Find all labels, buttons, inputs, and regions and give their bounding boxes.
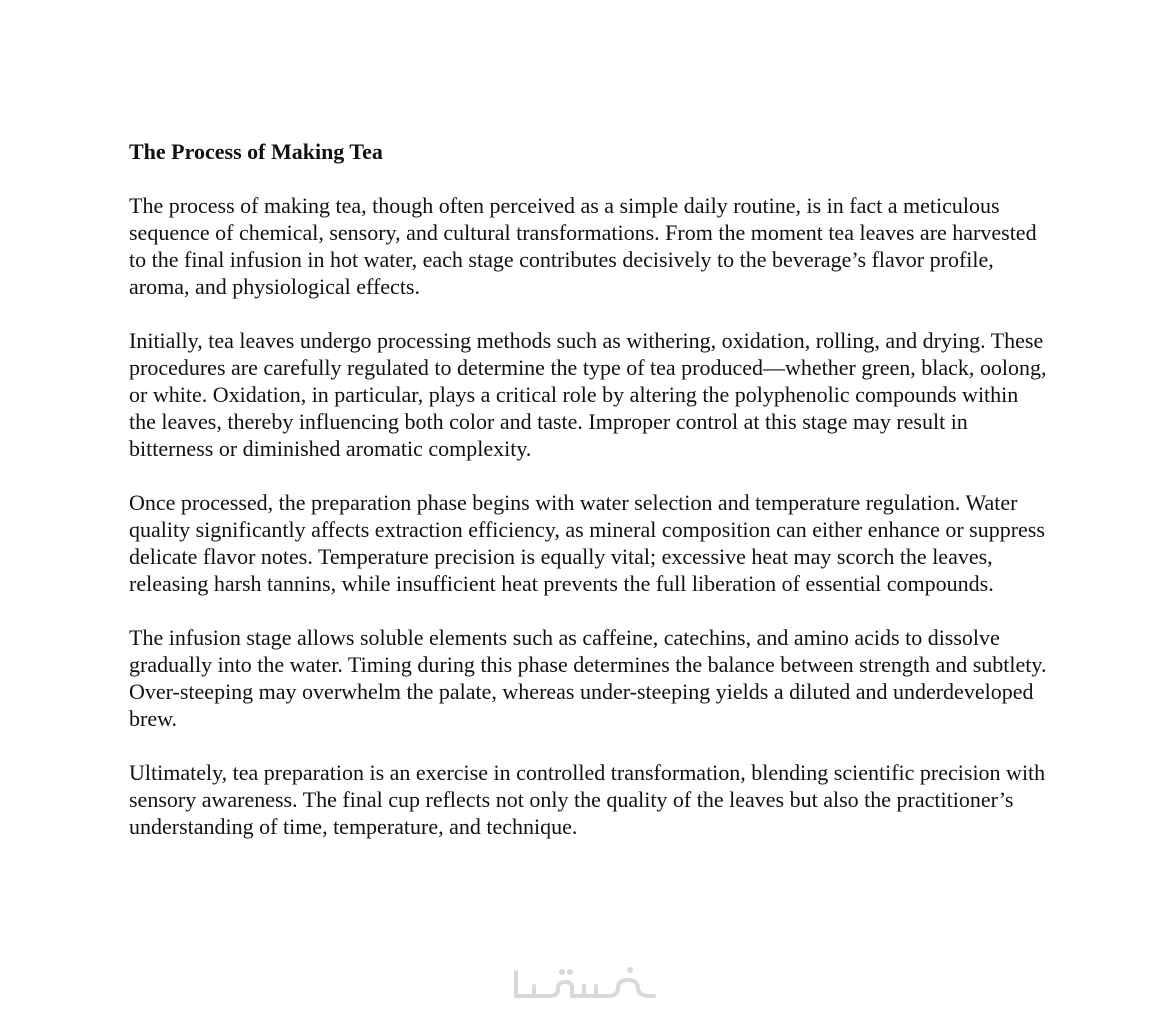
document-title: The Process of Making Tea — [129, 139, 383, 164]
paragraph-5: Ultimately, tea preparation is an exercise in controlled transformation, blending scientific precision with sensory awareness. The final cup reflects not only the quality of the leaves but also the practitioner’s understanding of time, temperature, and technique. — [129, 760, 1046, 839]
watermark-logo-icon — [510, 958, 660, 1008]
document-page — [129, 138, 1049, 867]
watermark-logo — [510, 958, 660, 1008]
paragraph-2: Initially, tea leaves undergo processing methods such as withering, oxidation, rolling, and drying. These procedures are carefully regulated to determine the type of tea produced—whether green, black, oolong, or white. Oxidation, in particular, plays a critical role by altering the polyphenolic compounds within the leaves, thereby influencing both color and taste. Improper control at this stage may result in bitterness or diminished aromatic complexity. — [129, 328, 1047, 461]
paragraph-1: The process of making tea, though often perceived as a simple daily routine, is in fact a meticulous sequence of chemical, sensory, and cultural transformations. From the moment tea leaves are harvested to the final infusion in hot water, each stage contributes decisively to the beverage’s flavor profile, aroma, and physiological effects. — [129, 193, 1037, 299]
paragraph-3: Once processed, the preparation phase begins with water selection and temperature regulation. Water quality significantly affects extraction efficiency, as mineral composition can either enhance or suppress delicate flavor notes. Temperature precision is equally vital; excessive heat may scorch the leaves, releasing harsh tannins, while insufficient heat prevents the full liberation of essential compounds. — [129, 490, 1045, 596]
paragraph-4: The infusion stage allows soluble elements such as caffeine, catechins, and amino acids to dissolve gradually into the water. Timing during this phase determines the balance between strength and subtlety. Over-steeping may overwhelm the palate, whereas under-steeping yields a diluted and underdeveloped brew. — [129, 625, 1047, 731]
